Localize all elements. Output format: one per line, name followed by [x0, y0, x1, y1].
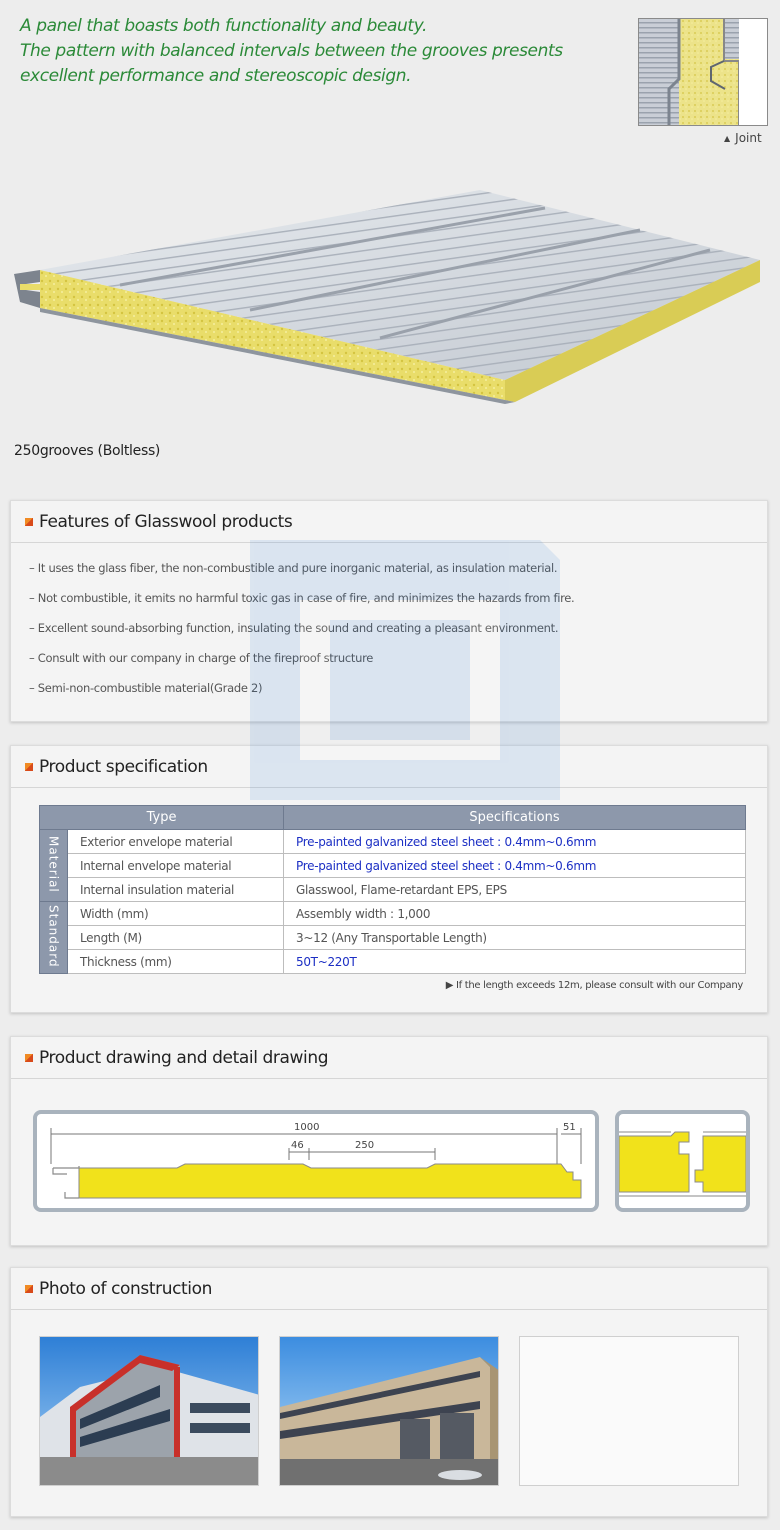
cell-spec: Assembly width : 1,000	[284, 902, 746, 926]
cell-type: Length (M)	[68, 926, 284, 950]
joint-image	[638, 18, 768, 126]
group-material: Material	[40, 830, 68, 902]
drawing-title: Product drawing and detail drawing	[39, 1047, 329, 1068]
photos-card	[10, 1267, 768, 1517]
cell-type: Internal insulation material	[68, 878, 284, 902]
intro-text	[20, 14, 580, 89]
cell-type: Exterior envelope material	[68, 830, 284, 854]
drawing-header	[11, 1037, 767, 1079]
construction-photo-2	[279, 1336, 499, 1486]
features-card	[10, 500, 768, 722]
square-bullet-icon	[25, 763, 33, 771]
features-header	[11, 501, 767, 543]
cell-type: Thickness (mm)	[68, 950, 284, 974]
joint-caption: ▲ Joint	[724, 131, 762, 145]
list-item: – Not combustible, it emits no harmful toxic gas in case of fire, and minimizes the hazards from fire.	[29, 591, 575, 605]
cell-type: Internal envelope material	[68, 854, 284, 878]
cell-type: Width (mm)	[68, 902, 284, 926]
spec-card	[10, 745, 768, 1013]
features-list	[11, 543, 767, 711]
construction-photo-1	[39, 1336, 259, 1486]
list-item: – Semi-non-combustible material(Grade 2)	[29, 681, 263, 695]
intro-line-3: excellent performance and stereoscopic design.	[20, 66, 412, 86]
table-row	[40, 830, 746, 854]
panel-caption: 250grooves (Boltless)	[14, 443, 161, 459]
col-type: Type	[40, 806, 284, 830]
spec-header	[11, 746, 767, 788]
group-standard: Standard	[40, 902, 68, 974]
table-header-row	[40, 806, 746, 830]
joint-detail-drawing	[615, 1110, 750, 1212]
list-item: – Consult with our company in charge of the fireproof structure	[29, 651, 374, 665]
dim-small-label: 46	[291, 1140, 304, 1151]
square-bullet-icon	[25, 518, 33, 526]
spec-table	[39, 805, 746, 974]
spec-title: Product specification	[39, 756, 208, 777]
intro-line-2: The pattern with balanced intervals between the grooves presents	[20, 41, 563, 61]
list-item: – It uses the glass fiber, the non-combustible and pure inorganic material, as insulation material.	[29, 561, 558, 575]
list-item: – Excellent sound-absorbing function, insulating the sound and creating a pleasant environment.	[29, 621, 559, 635]
spec-note: ▶ If the length exceeds 12m, please consult with our Company	[445, 980, 743, 991]
dim-edge-label: 51	[563, 1122, 576, 1133]
cell-spec: Glasswool, Flame-retardant EPS, EPS	[284, 878, 746, 902]
cell-spec: Pre-painted galvanized steel sheet : 0.4mm~0.6mm	[284, 830, 746, 854]
table-row	[40, 902, 746, 926]
intro-line-1: A panel that boasts both functionality and beauty.	[20, 16, 428, 36]
square-bullet-icon	[25, 1285, 33, 1293]
table-row	[40, 854, 746, 878]
cell-spec: 50T~220T	[284, 950, 746, 974]
dim-pitch-label: 250	[355, 1140, 375, 1151]
triangle-up-icon: ▲	[724, 134, 731, 143]
dim-total-label: 1000	[294, 1122, 320, 1133]
photos-title: Photo of construction	[39, 1278, 213, 1299]
table-row	[40, 926, 746, 950]
drawing-card	[10, 1036, 768, 1246]
cell-spec: Pre-painted galvanized steel sheet : 0.4mm~0.6mm	[284, 854, 746, 878]
col-spec: Specifications	[284, 806, 746, 830]
table-row	[40, 950, 746, 974]
table-row	[40, 878, 746, 902]
construction-photo-3	[519, 1336, 739, 1486]
cell-spec: 3~12 (Any Transportable Length)	[284, 926, 746, 950]
photos-header	[11, 1268, 767, 1310]
panel-illustration	[0, 190, 780, 430]
features-title: Features of Glasswool products	[39, 511, 293, 532]
square-bullet-icon	[25, 1054, 33, 1062]
panel-profile-drawing	[33, 1110, 599, 1212]
